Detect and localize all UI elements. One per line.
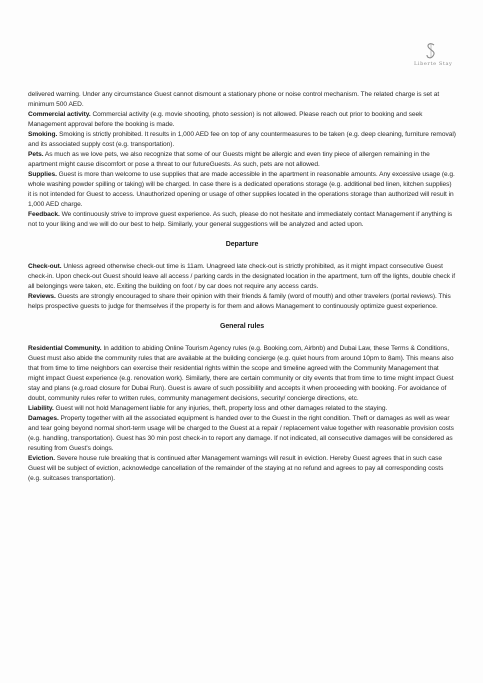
clause-text: Severe house rule breaking that is continued after Management warnings will result in eviction. Hereby Guest agrees that in such case Guest will be subject of eviction, acknowledge cancellation of the remainder of the staying at no refund and agrees to pay all corresponding costs (e.g. suitcases transportation).: [28, 455, 444, 482]
clause-check-out: [28, 262, 456, 292]
section-title-departure: Departure: [225, 241, 259, 248]
clause-supplies: [28, 170, 456, 210]
clause-residential-community: [28, 344, 456, 404]
clause-eviction: [28, 454, 456, 484]
clause-text: Guest is more than welcome to use supplies that are made accessible in the apartment in reasonable amounts. Any excessive usage (e.g. whole washing powder spilling or taking) will be charged. In case there is a dedicated operations storage (e.g. additional bed linen, kitchen supplies) it is not intended for Guest to access. Unauthorized opening or usage of other supplies located in the operations storage than authorized will result in 1,000 AED charge.: [28, 171, 455, 208]
clause-text: Smoking is strictly prohibited. It results in 1,000 AED fee on top of any countermeasures to be taken (e.g. deep cleaning, furniture removal) and its associated supply cost (e.g. transportation).: [28, 131, 456, 148]
document-body: [28, 90, 456, 484]
clause-label: Reviews.: [28, 293, 56, 300]
clause-label: Liability.: [28, 405, 54, 412]
brand-logo: [414, 42, 453, 67]
clause-reviews: [28, 292, 456, 312]
clause-text: Commercial activity (e.g. movie shooting, photo session) is not allowed. Please reach out prior to booking and seek Management approval before the booking is made.: [28, 111, 423, 128]
clause-text: Guests are strongly encouraged to share their opinion with their friends & family (word of mouth) and other travelers (portal reviews). This helps prospective guests to judge for themselves if the property is for them and allows Management to continuously optimize guest experience.: [28, 293, 451, 310]
clause-smoking: [28, 130, 456, 150]
clause-label: Commercial activity.: [28, 111, 91, 118]
clause-label: Check-out.: [28, 263, 62, 270]
clause-text: We continuously strive to improve guest experience. As such, please do not hesitate and immediately contact Management if anything is not to your liking and we will do our best to help. Similarly, your general suggestions will be analyzed and acted upon.: [28, 211, 453, 228]
clause-pets: [28, 150, 456, 170]
clause-label: Damages.: [28, 415, 59, 422]
clause-commercial-activity: [28, 110, 456, 130]
clause-label: Eviction.: [28, 455, 56, 462]
clause-label: Feedback.: [28, 211, 60, 218]
clause-text: In addition to abiding Online Tourism Agency rules (e.g. Booking.com, Airbnb) and Dubai Law, these Terms & Conditions, Guest must also abide the community rules that are available at the building concierge (e.g. quiet hours from around 10pm to 8am). This means also that from time to time neighbors can exercise their residential rights within the scope and timeline agreed with the Community Management that might impact Guest experience (e.g. renovation work). Similarly, there are certain community or city events that from time to time might impact Guest stay and plans (e.g.road closure for Dubai Run). Guest is aware of such possibility and accepts it when proceeding with booking. For avoidance of doubt, community rules refer to written rules, community management decisions, security/ concierge directions, etc.: [28, 345, 454, 402]
intro-paragraph: delivered warning. Under any circumstance Guest cannot dismount a stationary phone or noise control mechanism. The related charge is set at minimum 500 AED.: [28, 91, 440, 108]
clause-text: Guest will not hold Management liable for any injuries, theft, property loss and other damages related to the staying.: [53, 405, 388, 412]
clause-damages: [28, 414, 456, 454]
clause-feedback: [28, 210, 456, 230]
clause-label: Residential Community.: [28, 345, 102, 352]
section-title-general-rules: General rules: [219, 323, 265, 330]
clause-label: Supplies.: [28, 171, 57, 178]
clause-text: As much as we love pets, we also recognize that some of our Guests might be allergic and even tiny piece of allergen remaining in the apartment might cause discomfort or pose a threat to our futureGuests. As such, pets are not allowed.: [28, 151, 430, 168]
clause-liability: [28, 404, 456, 414]
swirl-s-icon: [424, 42, 438, 60]
clause-label: Pets.: [28, 151, 44, 158]
clause-text: Unless agreed otherwise check-out time is 11am. Unagreed late check-out is strictly prohibited, as it might impact consecutive Guest check-in. Upon check-out Guest should leave all access / parking cards in the designated location in the apartment, turn off the lights, double check if all belongings were taken, etc. Exiting the building on foot / by car does not require any access cards.: [28, 263, 455, 290]
clause-text: Property together with all the associated equipment is handed over to the Guest in the right condition. Theft or damages as well as wear and tear going beyond normal short-term usage will be charged to the Guest at a repair / replacement value together with reasonable provision costs (e.g. handling, transportation). Guest has 30 min post check-in to report any damage. If not indicated, all consecutive damages will be considered as resulting from Guest's doings.: [28, 415, 454, 452]
logo-text: Liberte Stay: [414, 61, 453, 67]
clause-label: Smoking.: [28, 131, 58, 138]
